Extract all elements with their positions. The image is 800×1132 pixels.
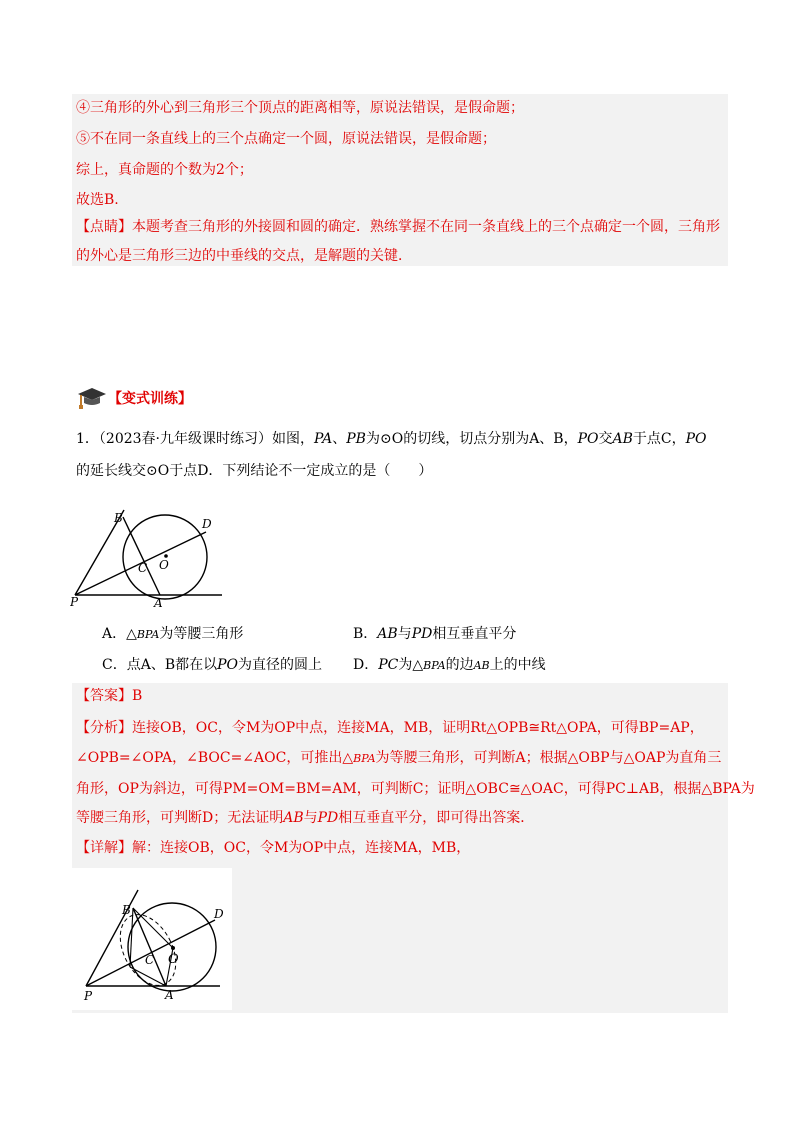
option-b-label: B．: [353, 626, 378, 642]
analysis-tag: 【分析】: [76, 720, 132, 736]
analysis-line-2: [76, 748, 721, 769]
statement-4: ④三角形的外心到三角形三个顶点的距离相等，原说法错误，是假命题；: [76, 100, 524, 116]
analysis-text-4a: 等腰三角形，可判断D；无法证明: [76, 810, 284, 826]
label-a: A: [165, 988, 174, 1002]
option-d-mid2: 的边: [445, 657, 474, 673]
solution-figure: [72, 868, 232, 1010]
summary-line: 综上，真命题的个数为2个；: [76, 162, 253, 178]
question-text-3: 于点C，: [632, 431, 686, 447]
section-header: [76, 386, 192, 410]
label-c: C: [138, 561, 148, 575]
previous-solution-block: [72, 94, 728, 266]
option-b: [353, 624, 516, 644]
detail-text: 解：连接OB，OC，令M为OP中点，连接MA，MB，: [132, 840, 471, 856]
option-d: [353, 655, 546, 676]
analysis-text-4mid: 与: [303, 810, 318, 826]
math-po: PO: [577, 431, 599, 447]
math-po-2: PO: [685, 431, 707, 447]
choice-line: 故选B.: [76, 192, 119, 208]
triangle-symbol: △: [342, 750, 354, 766]
question-sep: 、: [332, 431, 347, 447]
label-o: O: [159, 558, 169, 572]
math-pa: PA: [314, 431, 333, 447]
question-number: 1．: [76, 431, 99, 447]
question-text-2: 交: [598, 431, 613, 447]
center-point: [171, 946, 175, 950]
answer-tag: 【答案】: [76, 688, 132, 704]
comment-tag: 【点睛】: [76, 219, 132, 235]
option-b-mid: 与: [397, 626, 412, 642]
option-b-text: 相互垂直平分: [432, 626, 517, 642]
math-pd: PD: [411, 626, 433, 642]
math-ab: AB: [473, 659, 490, 672]
math-bpa: BPA: [136, 628, 160, 641]
option-c-label: C．点A、B都在以: [102, 657, 218, 673]
label-d: D: [202, 517, 212, 531]
comment-line-2: 的外心是三角形三边的中垂线的交点，是解题的关键．: [76, 248, 412, 264]
option-a-label: A．: [102, 626, 127, 642]
label-p: P: [70, 595, 79, 608]
math-bpa: BPA: [423, 659, 446, 672]
analysis-line-3: 角形，OP为斜边，可得PM=OM=BM=AM，可判断C；证明△OBC≅△OAC，可得PC⊥AB，根据△BPA为: [76, 781, 755, 797]
question-figure: [70, 500, 230, 608]
comment-line-1: [76, 217, 720, 237]
solution-diagram: [72, 868, 232, 1010]
math-pd: PD: [317, 810, 339, 826]
label-b: B: [114, 511, 123, 525]
dashed-circle-po: [109, 905, 187, 995]
label-p: P: [84, 989, 93, 1003]
analysis-text-2b: 为等腰三角形，可判断A；根据△OBP与△OAP为直角三: [375, 750, 722, 766]
answer-value: B: [132, 688, 143, 704]
option-d-label: D．: [353, 657, 379, 673]
analysis-text-2a: ∠OPB=∠OPA，∠BOC=∠AOC，可推出: [76, 750, 343, 766]
math-ab: AB: [283, 810, 304, 826]
option-d-text: 上的中线: [489, 657, 546, 673]
math-pb: PB: [346, 431, 366, 447]
option-c: [102, 655, 322, 675]
analysis-line-1: [76, 718, 704, 738]
option-c-text: 为直径的圆上: [238, 657, 323, 673]
question-line-1: [76, 429, 707, 449]
chord-ab: [123, 517, 160, 595]
triangle-symbol: △: [412, 657, 424, 673]
math-ab: AB: [612, 431, 633, 447]
question-line-2: 的延长线交⊙O于点D．下列结论不一定成立的是（ ）: [76, 463, 433, 479]
math-bpa: BPA: [353, 752, 376, 765]
tangent-circle-diagram: [70, 500, 230, 608]
label-o: O: [168, 952, 179, 967]
math-pc: PC: [378, 657, 399, 673]
question-source: （2023春·九年级课时练习）如图，: [98, 431, 315, 447]
label-a: A: [154, 596, 163, 608]
math-po: PO: [217, 657, 239, 673]
math-ab: AB: [377, 626, 398, 642]
analysis-text-4b: 相互垂直平分，即可得出答案．: [338, 810, 535, 826]
comment-text-1: 本题考查三角形的外接圆和圆的确定．熟练掌握不在同一条直线上的三个点确定一个圆，三角形: [132, 219, 720, 235]
option-a: [102, 624, 243, 645]
triangle-symbol: △: [126, 626, 137, 642]
label-b: B: [122, 903, 131, 917]
option-d-mid: 为: [398, 657, 413, 673]
analysis-text-1: 连接OB，OC，令M为OP中点，连接MA，MB，证明Rt△OPB≅Rt△OPA，可得BP=AP，: [132, 720, 704, 736]
detail-line: [76, 838, 470, 858]
option-a-text: 为等腰三角形: [159, 626, 244, 642]
analysis-line-4: [76, 808, 534, 828]
section-title: 【变式训练】: [108, 391, 192, 407]
detail-tag: 【详解】: [76, 840, 132, 856]
segment-ob: [133, 908, 173, 948]
statement-5: ⑤不在同一条直线上的三个点确定一个圆，原说法错误，是假命题；: [76, 131, 496, 147]
label-d: D: [214, 907, 224, 921]
question-text-1: 为⊙O的切线，切点分别为A、B，: [365, 431, 578, 447]
label-c: C: [145, 953, 155, 967]
graduation-cap-icon: [76, 386, 108, 410]
answer-line: [76, 686, 142, 706]
